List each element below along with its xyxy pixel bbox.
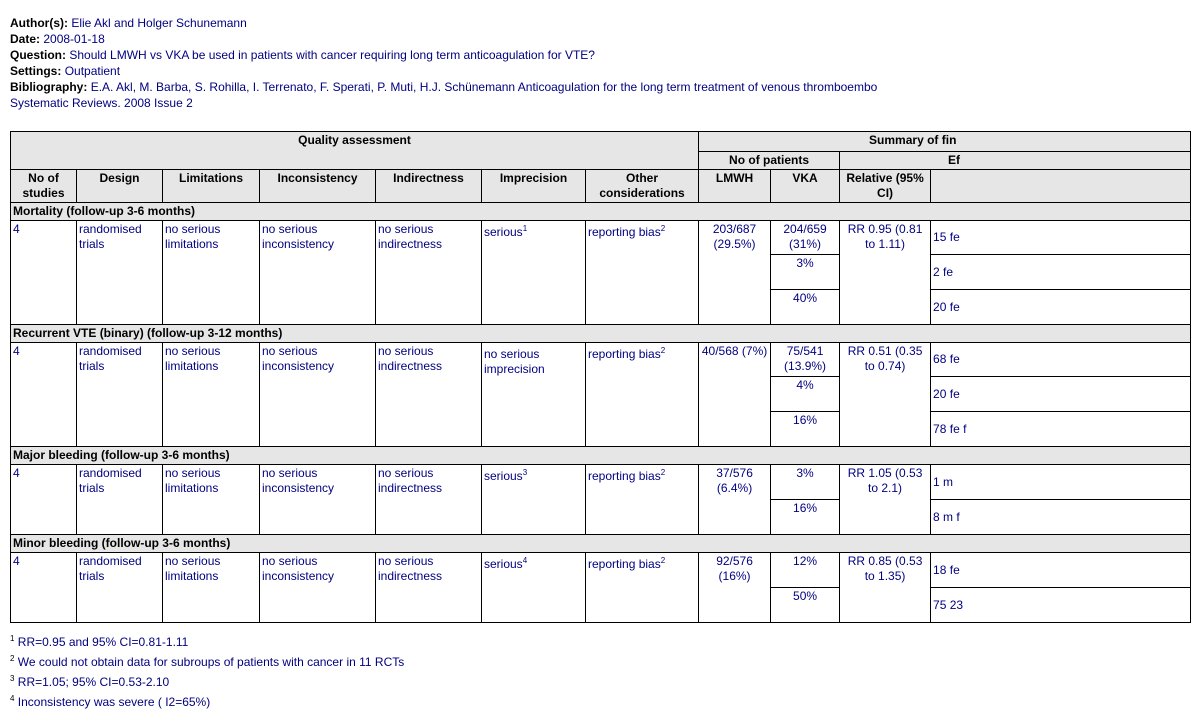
- col-header-imprecision: Imprecision: [482, 170, 586, 203]
- footnote-text: Inconsistency was severe ( I2=65%): [17, 695, 211, 709]
- grade-evidence-table: [10, 131, 1191, 623]
- footnote-ref: 2: [660, 468, 666, 477]
- vka-cell: 16%: [771, 500, 840, 535]
- outcome-title: Mortality (follow-up 3-6 months): [11, 203, 1191, 221]
- footnote-text: We could not obtain data for subroups of patients with cancer in 11 RCTs: [17, 655, 405, 669]
- vka-cell: 16%: [771, 412, 840, 447]
- table-row: [11, 221, 1191, 255]
- col-header-other: Other considerations: [586, 170, 699, 203]
- footnote-ref: 1: [522, 224, 528, 233]
- design-cell: randomised trials: [77, 553, 163, 623]
- outcome-section-row: [11, 535, 1191, 553]
- footnote-ref: 2: [660, 224, 666, 233]
- footnote-item: [10, 632, 404, 652]
- no-of-patients-header: No of patients: [699, 152, 840, 170]
- bibliography-label: Bibliography:: [10, 80, 88, 94]
- lmwh-cell: 37/576 (6.4%): [699, 465, 771, 535]
- col-header-lmwh: LMWH: [699, 170, 771, 203]
- col-header-absolute: [931, 170, 1191, 203]
- vka-cell: 40%: [771, 290, 840, 325]
- imprecision-cell: [482, 465, 586, 535]
- quality-assessment-header: Quality assessment: [11, 132, 699, 170]
- relative-effect-cell: RR 0.51 (0.35 to 0.74): [840, 343, 931, 447]
- absolute-effect-cell: 18 fe: [931, 553, 1191, 588]
- author-label: Author(s):: [10, 16, 68, 30]
- table-row: [11, 465, 1191, 500]
- imprecision-text: serious: [484, 557, 523, 571]
- absolute-effect-cell: 78 fe f: [931, 412, 1191, 447]
- col-header-indirectness: Indirectness: [376, 170, 482, 203]
- limitations-cell: no serious limitations: [163, 343, 260, 447]
- outcome-title: Recurrent VTE (binary) (follow-up 3-12 months): [11, 325, 1191, 343]
- other-text: reporting bias: [588, 347, 661, 361]
- table-row: [11, 343, 1191, 377]
- absolute-effect-cell: 2 fe: [931, 255, 1191, 290]
- footnotes: [10, 632, 404, 712]
- other-text: reporting bias: [588, 225, 661, 239]
- no-of-studies-cell: 4: [11, 221, 77, 325]
- other-considerations-cell: [586, 465, 699, 535]
- other-text: reporting bias: [588, 557, 661, 571]
- inconsistency-cell: no serious inconsistency: [260, 221, 376, 325]
- limitations-cell: no serious limitations: [163, 221, 260, 325]
- date-label: Date:: [10, 32, 41, 46]
- imprecision-cell: [482, 343, 586, 447]
- question-value: Should LMWH vs VKA be used in patients with cancer requiring long term anticoagulation for VTE?: [69, 48, 595, 62]
- vka-cell: 204/659 (31%): [771, 221, 840, 255]
- limitations-cell: no serious limitations: [163, 465, 260, 535]
- footnote-ref: 4: [522, 556, 528, 565]
- indirectness-cell: no serious indirectness: [376, 465, 482, 535]
- footnote-number: 4: [10, 694, 15, 703]
- footnote-ref: 2: [660, 556, 666, 565]
- no-of-studies-cell: 4: [11, 465, 77, 535]
- imprecision-text: serious: [484, 469, 523, 483]
- lmwh-cell: 92/576 (16%): [699, 553, 771, 623]
- design-cell: randomised trials: [77, 343, 163, 447]
- col-header-studies: No of studies: [11, 170, 77, 203]
- relative-effect-cell: RR 0.85 (0.53 to 1.35): [840, 553, 931, 623]
- indirectness-cell: no serious indirectness: [376, 553, 482, 623]
- col-header-relative: Relative (95% CI): [840, 170, 931, 203]
- col-header-limitations: Limitations: [163, 170, 260, 203]
- date-value: 2008-01-18: [43, 32, 105, 46]
- imprecision-cell: [482, 553, 586, 623]
- design-cell: randomised trials: [77, 465, 163, 535]
- imprecision-text: serious: [484, 225, 523, 239]
- imprecision-cell: [482, 221, 586, 325]
- bibliography-value: E.A. Akl, M. Barba, S. Rohilla, I. Terrenato, F. Sperati, P. Muti, H.J. Schünemann Anticoagulation for the long term treatment of venous thromboembo: [90, 80, 878, 94]
- vka-cell: 50%: [771, 588, 840, 623]
- other-text: reporting bias: [588, 469, 661, 483]
- footnote-number: 2: [10, 654, 15, 663]
- design-cell: randomised trials: [77, 221, 163, 325]
- inconsistency-cell: no serious inconsistency: [260, 343, 376, 447]
- vka-cell: 3%: [771, 465, 840, 500]
- col-header-vka: VKA: [771, 170, 840, 203]
- inconsistency-cell: no serious inconsistency: [260, 465, 376, 535]
- effect-header: Ef: [840, 152, 1191, 170]
- outcome-section-row: [11, 447, 1191, 465]
- inconsistency-cell: no serious inconsistency: [260, 553, 376, 623]
- absolute-effect-cell: 1 m: [931, 465, 1191, 500]
- limitations-cell: no serious limitations: [163, 553, 260, 623]
- no-of-studies-cell: 4: [11, 553, 77, 623]
- footnote-ref: 3: [522, 468, 528, 477]
- other-considerations-cell: [586, 343, 699, 447]
- relative-effect-cell: RR 1.05 (0.53 to 2.1): [840, 465, 931, 535]
- footnote-text: RR=1.05; 95% CI=0.53-2.10: [17, 675, 170, 689]
- relative-effect-cell: RR 0.95 (0.81 to 1.11): [840, 221, 931, 325]
- question-label: Question:: [10, 48, 66, 62]
- footnote-item: [10, 652, 404, 672]
- outcome-title: Minor bleeding (follow-up 3-6 months): [11, 535, 1191, 553]
- absolute-effect-cell: 20 fe: [931, 290, 1191, 325]
- imprecision-text: no serious imprecision: [484, 347, 545, 376]
- outcome-section-row: [11, 203, 1191, 221]
- absolute-effect-cell: 68 fe: [931, 343, 1191, 377]
- indirectness-cell: no serious indirectness: [376, 221, 482, 325]
- other-considerations-cell: [586, 221, 699, 325]
- document-header: [10, 15, 877, 111]
- author-value: Elie Akl and Holger Schunemann: [71, 16, 247, 30]
- summary-of-findings-header: Summary of fin: [699, 132, 1191, 152]
- bibliography-value-cont: Systematic Reviews. 2008 Issue 2: [10, 96, 193, 110]
- vka-cell: 75/541 (13.9%): [771, 343, 840, 377]
- footnote-item: [10, 672, 404, 692]
- table-row: [11, 553, 1191, 588]
- absolute-effect-cell: 15 fe: [931, 221, 1191, 255]
- absolute-effect-cell: 20 fe: [931, 377, 1191, 412]
- settings-label: Settings:: [10, 64, 62, 78]
- vka-cell: 3%: [771, 255, 840, 290]
- footnote-number: 1: [10, 634, 15, 643]
- no-of-studies-cell: 4: [11, 343, 77, 447]
- footnote-ref: 2: [660, 346, 666, 355]
- lmwh-cell: 40/568 (7%): [699, 343, 771, 447]
- col-header-design: Design: [77, 170, 163, 203]
- col-header-inconsistency: Inconsistency: [260, 170, 376, 203]
- absolute-effect-cell: 8 m f: [931, 500, 1191, 535]
- footnote-number: 3: [10, 674, 15, 683]
- footnote-text: RR=0.95 and 95% CI=0.81-1.11: [17, 635, 189, 649]
- footnote-item: [10, 692, 404, 712]
- other-considerations-cell: [586, 553, 699, 623]
- absolute-effect-cell: 75 23: [931, 588, 1191, 623]
- outcome-title: Major bleeding (follow-up 3-6 months): [11, 447, 1191, 465]
- settings-value: Outpatient: [64, 64, 121, 78]
- vka-cell: 4%: [771, 377, 840, 412]
- indirectness-cell: no serious indirectness: [376, 343, 482, 447]
- outcome-section-row: [11, 325, 1191, 343]
- vka-cell: 12%: [771, 553, 840, 588]
- lmwh-cell: 203/687 (29.5%): [699, 221, 771, 325]
